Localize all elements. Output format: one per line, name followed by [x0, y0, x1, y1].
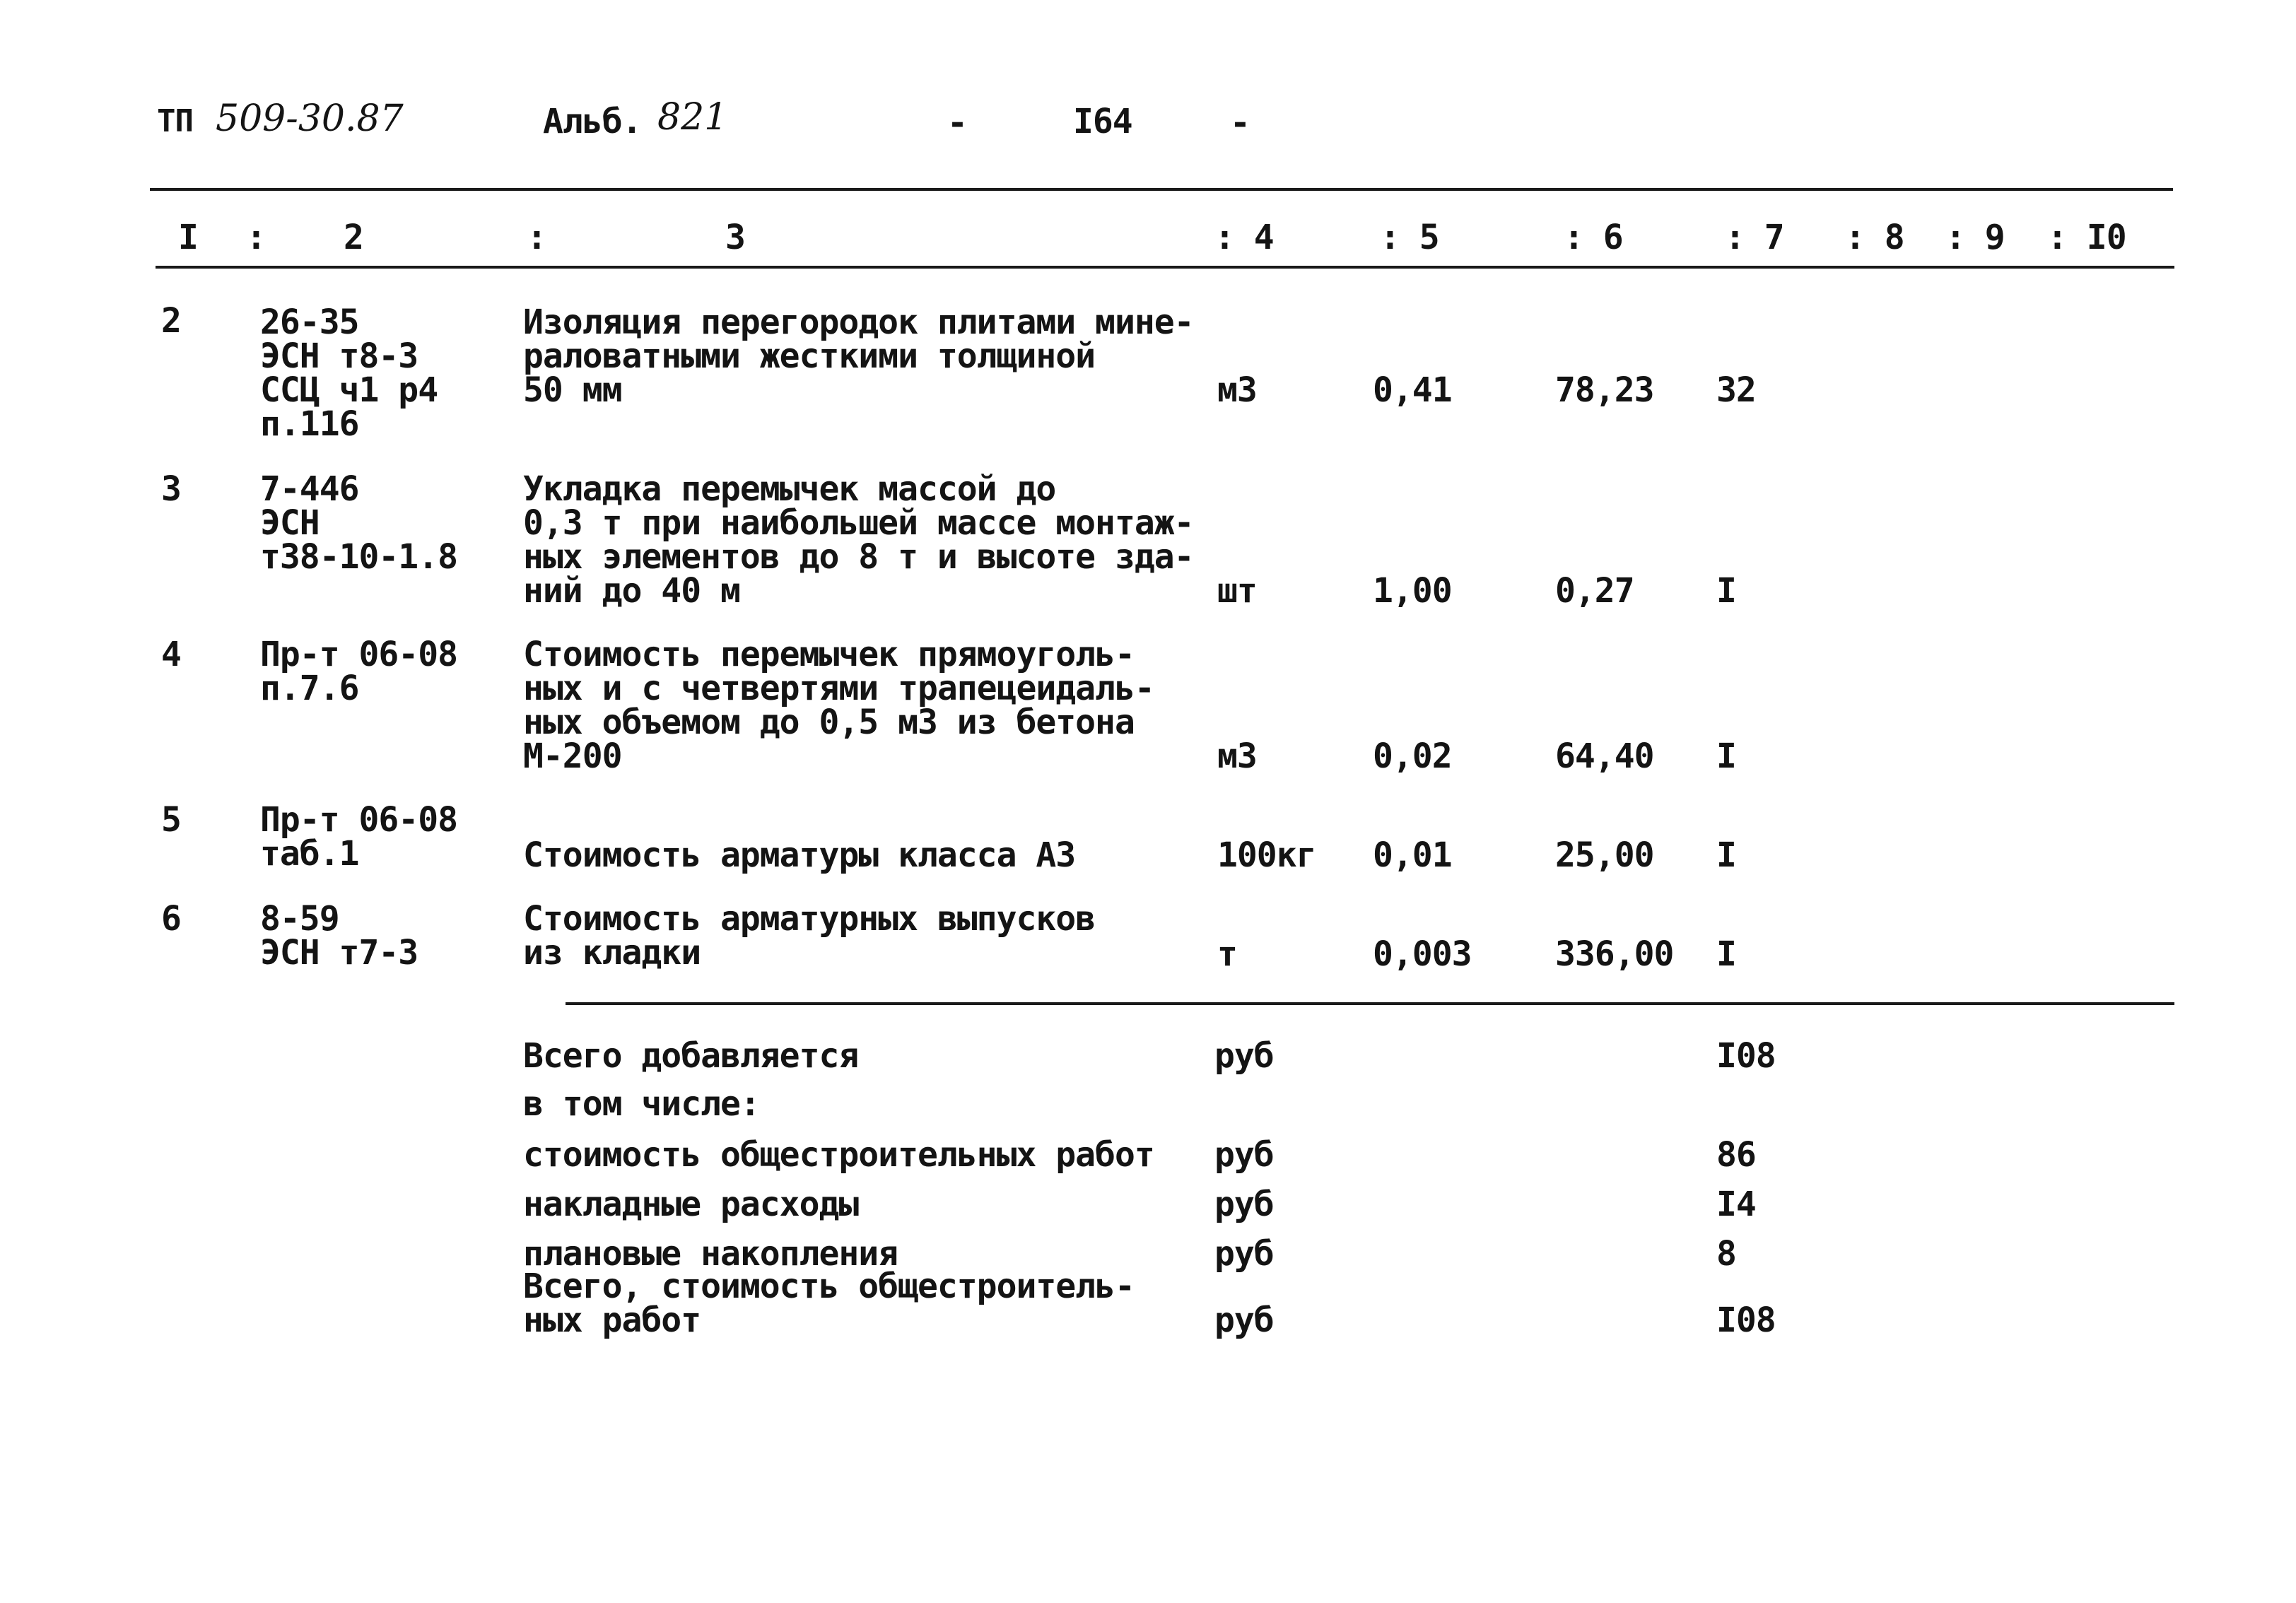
summary-label: плановые накопления — [523, 1234, 898, 1274]
row-unit: т — [1217, 934, 1237, 974]
row-description: Стоимость арматурных выпусков из кладки — [523, 899, 1096, 973]
row-number: 2 — [161, 301, 181, 341]
summary-value: 8 — [1716, 1234, 1736, 1274]
col-header-2: 2 — [344, 218, 363, 257]
header-dash-left: - — [947, 103, 967, 143]
row-number: 3 — [161, 469, 181, 509]
col-header-10: : I0 — [2047, 218, 2126, 257]
row-quantity: 1,00 — [1373, 571, 1452, 611]
summary-label: стоимость общестроительных работ — [523, 1135, 1154, 1175]
row-total: I — [1716, 835, 1736, 875]
col-header-4: : 4 — [1214, 218, 1274, 257]
row-total: 32 — [1716, 370, 1756, 410]
row-number: 6 — [161, 899, 181, 939]
row-quantity: 0,02 — [1373, 736, 1452, 776]
summary-label: Всего, стоимость общестроитель- ных работ — [523, 1267, 1135, 1340]
page-number: I64 — [1073, 102, 1132, 141]
row-total: I — [1716, 934, 1736, 974]
row-price: 78,23 — [1555, 370, 1654, 410]
row-code: Пр-т 06-08 таб.1 — [260, 800, 457, 874]
row-price: 25,00 — [1555, 835, 1654, 875]
summary-value: I4 — [1716, 1185, 1756, 1224]
row-number: 5 — [161, 800, 181, 840]
row-quantity: 0,41 — [1373, 370, 1452, 410]
row-code: Пр-т 06-08 п.7.6 — [260, 635, 457, 708]
row-quantity: 0,003 — [1373, 934, 1472, 974]
row-description: Стоимость перемычек прямоуголь- ных и с четвертями трапецеидаль- ных объемом до 0,5 м3 из бетона М-200 — [523, 635, 1154, 776]
summary-rule — [566, 1002, 2174, 1005]
album-label: Альб. — [543, 102, 642, 141]
row-total: I — [1716, 736, 1736, 776]
summary-value: I08 — [1716, 1036, 1776, 1076]
row-unit: шт — [1217, 571, 1257, 611]
row-unit: м3 — [1217, 736, 1257, 776]
row-total: I — [1716, 571, 1736, 611]
doc-prefix: ТП — [157, 103, 193, 139]
col-header-6: : 6 — [1564, 218, 1623, 257]
summary-label: в том числе: — [523, 1084, 760, 1124]
row-description: Изоляция перегородок плитами мине- раловатными жесткими толщиной 50 мм — [523, 303, 1194, 410]
album-number: 821 — [657, 96, 728, 139]
row-unit: м3 — [1217, 370, 1257, 410]
row-code: 26-35 ЭСН т8-3 ССЦ ч1 р4 п.116 — [260, 303, 438, 444]
top-rule — [150, 188, 2173, 191]
col-header-9: : 9 — [1945, 218, 2005, 257]
row-code: 7-446 ЭСН т38-10-1.8 — [260, 469, 457, 577]
summary-unit: руб — [1214, 1234, 1274, 1274]
row-price: 64,40 — [1555, 736, 1654, 776]
header-rule — [156, 266, 2174, 269]
col-header-3: 3 — [725, 218, 745, 257]
summary-label: Всего добавляется — [523, 1036, 859, 1076]
row-description: Укладка перемычек массой до 0,3 т при наибольшей массе монтаж- ных элементов до 8 т и высоте зда- ний до 40 м — [523, 469, 1194, 611]
row-quantity: 0,01 — [1373, 835, 1452, 875]
row-description: Стоимость арматуры класса А3 — [523, 835, 1076, 875]
col-header-5: : 5 — [1380, 218, 1439, 257]
summary-unit: руб — [1214, 1185, 1274, 1224]
col-header-1: I — [178, 218, 198, 257]
summary-label: накладные расходы — [523, 1185, 859, 1224]
col-sep: : — [527, 218, 546, 257]
col-header-8: : 8 — [1845, 218, 1904, 257]
col-header-7: : 7 — [1725, 218, 1784, 257]
summary-unit: руб — [1214, 1135, 1274, 1175]
summary-value: I08 — [1716, 1300, 1776, 1340]
row-price: 0,27 — [1555, 571, 1634, 611]
doc-number: 509-30.87 — [216, 98, 404, 140]
row-unit: 100кг — [1217, 835, 1316, 875]
row-price: 336,00 — [1555, 934, 1674, 974]
row-code: 8-59 ЭСН т7-3 — [260, 899, 418, 973]
summary-unit: руб — [1214, 1036, 1274, 1076]
summary-value: 86 — [1716, 1135, 1756, 1175]
row-number: 4 — [161, 635, 181, 674]
header-dash-right: - — [1230, 103, 1250, 143]
summary-unit: руб — [1214, 1300, 1274, 1340]
col-sep: : — [246, 218, 266, 257]
